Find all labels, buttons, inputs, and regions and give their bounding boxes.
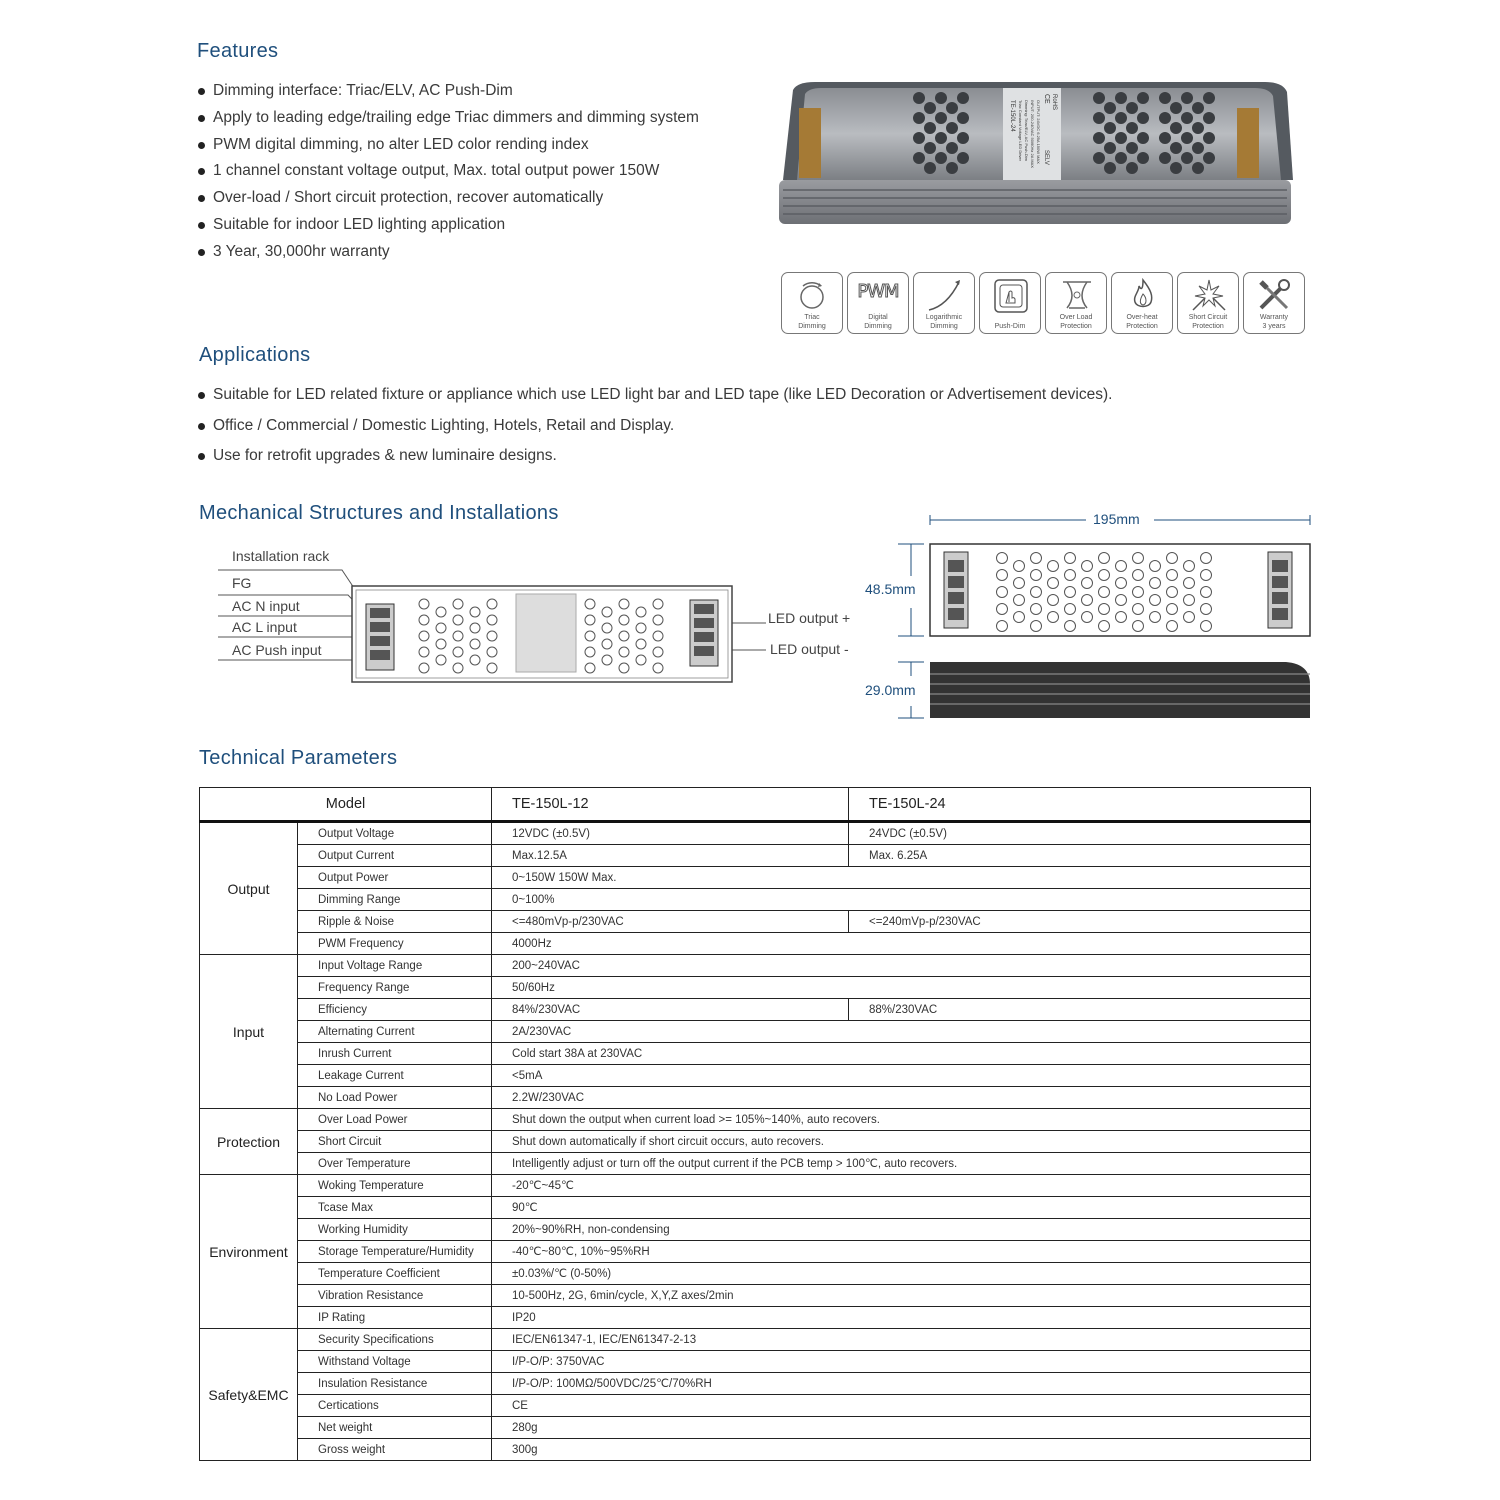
product-label-line: INPUT: 200-240VAC 50/60Hz 2A MAX xyxy=(1030,100,1035,168)
table-row xyxy=(200,1153,1311,1175)
over-load-icon xyxy=(1045,272,1107,334)
wiring-diagram xyxy=(210,560,770,690)
param-label: Efficiency xyxy=(298,999,492,1021)
table-row xyxy=(200,1417,1311,1439)
param-label: Vibration Resistance xyxy=(298,1285,492,1307)
logarithmic-curve-icon xyxy=(913,272,975,334)
param-label: Woking Temperature xyxy=(298,1175,492,1197)
param-label: Alternating Current xyxy=(298,1021,492,1043)
param-value: 10-500Hz, 2G, 6min/cycle, X,Y,Z axes/2min xyxy=(492,1285,1311,1307)
model-col1-header: TE-150L-12 xyxy=(492,788,849,822)
table-row xyxy=(200,999,1311,1021)
mechanical-heading: Mechanical Structures and Installations xyxy=(199,502,559,524)
param-label: Certications xyxy=(298,1395,492,1417)
icon-caption: Over Load xyxy=(1059,314,1093,321)
param-label: Output Power xyxy=(298,867,492,889)
icon-caption: 3 years xyxy=(1262,322,1286,330)
param-label: Short Circuit xyxy=(298,1131,492,1153)
table-row xyxy=(200,911,1311,933)
param-label: Gross weight xyxy=(298,1439,492,1461)
table-row xyxy=(200,933,1311,955)
param-label: Input Voltage Range xyxy=(298,955,492,977)
ac-push-input-label: AC Push input xyxy=(232,642,322,658)
list-item: Office / Commercial / Domestic Lighting, Hotels, Retail and Display. xyxy=(198,411,1112,442)
flame-icon xyxy=(1111,272,1173,334)
param-value: Max. 6.25A xyxy=(849,845,1311,867)
pwm-icon xyxy=(847,272,909,334)
technical-heading: Technical Parameters xyxy=(199,747,398,769)
param-label: IP Rating xyxy=(298,1307,492,1329)
triac-dimming-icon xyxy=(781,272,843,334)
icon-caption: Protection xyxy=(1126,322,1158,330)
table-row xyxy=(200,788,1311,822)
icon-caption: Over-heat xyxy=(1126,314,1158,321)
param-value: 88%/230VAC xyxy=(849,999,1311,1021)
param-label: No Load Power xyxy=(298,1087,492,1109)
product-model-text: TE-150L-24 xyxy=(1009,100,1015,132)
param-value: 50/60Hz xyxy=(492,977,1311,999)
list-item: Suitable for indoor LED lighting application xyxy=(198,212,699,239)
param-label: Output Current xyxy=(298,845,492,867)
table-row xyxy=(200,1263,1311,1285)
table-row xyxy=(200,1175,1311,1197)
param-label: PWM Frequency xyxy=(298,933,492,955)
param-label: Working Humidity xyxy=(298,1219,492,1241)
applications-heading: Applications xyxy=(199,344,311,366)
rohs-mark: RoHS xyxy=(1051,94,1057,111)
table-row xyxy=(200,1065,1311,1087)
param-value: 84%/230VAC xyxy=(492,999,849,1021)
param-value: 4000Hz xyxy=(492,933,1311,955)
param-label: Net weight xyxy=(298,1417,492,1439)
list-item: PWM digital dimming, no alter LED color rending index xyxy=(198,132,699,159)
product-photo xyxy=(775,80,1295,226)
led-output-plus-label: LED output + xyxy=(768,610,851,626)
icon-caption: Dimming xyxy=(798,322,826,330)
param-label: Security Specifications xyxy=(298,1329,492,1351)
push-dim-icon xyxy=(979,272,1041,334)
param-label: Frequency Range xyxy=(298,977,492,999)
table-row xyxy=(200,955,1311,977)
table-row xyxy=(200,867,1311,889)
group-environment: Environment xyxy=(200,1175,298,1329)
param-value: 24VDC (±0.5V) xyxy=(849,822,1311,845)
table-row xyxy=(200,1329,1311,1351)
short-circuit-icon xyxy=(1177,272,1239,334)
group-output: Output xyxy=(200,822,298,955)
table-row xyxy=(200,889,1311,911)
table-row xyxy=(200,1131,1311,1153)
applications-list xyxy=(198,380,1112,472)
list-item: Dimming interface: Triac/ELV, AC Push-Dim xyxy=(198,78,699,105)
list-item: Suitable for LED related fixture or appliance which use LED light bar and LED tape (like LED Decoration or Advertisement devices). xyxy=(198,380,1112,411)
param-label: Withstand Voltage xyxy=(298,1351,492,1373)
table-row xyxy=(200,1219,1311,1241)
list-item: 3 Year, 30,000hr warranty xyxy=(198,239,699,266)
list-item: Over-load / Short circuit protection, recover automatically xyxy=(198,185,699,212)
param-value: <=240mVp-p/230VAC xyxy=(849,911,1311,933)
list-item: Apply to leading edge/trailing edge Triac dimmers and dimming system xyxy=(198,105,699,132)
icon-caption: Dimming xyxy=(930,322,958,330)
width-dimension: 48.5mm xyxy=(865,581,916,597)
fg-label: FG xyxy=(232,575,252,591)
table-row xyxy=(200,1109,1311,1131)
param-value: I/P-O/P: 3750VAC xyxy=(492,1351,1311,1373)
param-value: Max.12.5A xyxy=(492,845,849,867)
table-row xyxy=(200,977,1311,999)
pwm-text: PWM xyxy=(857,281,899,302)
group-protection: Protection xyxy=(200,1109,298,1175)
param-label: Dimming Range xyxy=(298,889,492,911)
param-value: <5mA xyxy=(492,1065,1311,1087)
icon-caption: Protection xyxy=(1060,322,1092,330)
param-value: <=480mVp-p/230VAC xyxy=(492,911,849,933)
table-row xyxy=(200,822,1311,845)
product-label-line: Triac Constant Voltage LED Driver xyxy=(1018,100,1023,161)
param-value: I/P-O/P: 100MΩ/500VDC/25℃/70%RH xyxy=(492,1373,1311,1395)
param-value: 2.2W/230VAC xyxy=(492,1087,1311,1109)
led-output-minus-label: LED output - xyxy=(770,641,849,657)
param-label: Ripple & Noise xyxy=(298,911,492,933)
param-label: Storage Temperature/Humidity xyxy=(298,1241,492,1263)
param-value: -40℃~80℃, 10%~95%RH xyxy=(492,1241,1311,1263)
table-row xyxy=(200,1439,1311,1461)
param-value: Intelligently adjust or turn off the output current if the PCB temp > 100℃, auto recovers. xyxy=(492,1153,1311,1175)
table-row xyxy=(200,1043,1311,1065)
length-dimension: 195mm xyxy=(1093,511,1140,527)
icon-caption: Short Circuit xyxy=(1188,314,1228,321)
param-value: IEC/EN61347-1, IEC/EN61347-2-13 xyxy=(492,1329,1311,1351)
table-row xyxy=(200,1197,1311,1219)
table-row xyxy=(200,1241,1311,1263)
param-value: CE xyxy=(492,1395,1311,1417)
param-value: 20%~90%RH, non-condensing xyxy=(492,1219,1311,1241)
param-value: 0~150W 150W Max. xyxy=(492,867,1311,889)
param-value: -20℃~45℃ xyxy=(492,1175,1311,1197)
features-heading: Features xyxy=(197,40,279,62)
param-value: IP20 xyxy=(492,1307,1311,1329)
icon-caption: Dimming xyxy=(864,322,892,330)
param-value: Cold start 38A at 230VAC xyxy=(492,1043,1311,1065)
table-row xyxy=(200,1087,1311,1109)
list-item: 1 channel constant voltage output, Max. total output power 150W xyxy=(198,158,699,185)
param-value: 200~240VAC xyxy=(492,955,1311,977)
list-item: Use for retrofit upgrades & new luminaire designs. xyxy=(198,441,1112,472)
param-label: Tcase Max xyxy=(298,1197,492,1219)
param-label: Temperature Coefficient xyxy=(298,1263,492,1285)
param-value: 12VDC (±0.5V) xyxy=(492,822,849,845)
product-label-line: Dimming: Triac/ELV, AC Push-Dim xyxy=(1024,100,1029,161)
ac-n-input-label: AC N input xyxy=(232,598,300,614)
technical-parameters-table xyxy=(199,787,1311,1461)
product-label-line: OUTPUT: 24VDC 6.25A 150W MAX xyxy=(1036,100,1041,164)
icon-caption: Warranty xyxy=(1259,314,1289,321)
model-col2-header: TE-150L-24 xyxy=(849,788,1311,822)
icon-caption: Protection xyxy=(1192,322,1224,330)
param-label: Leakage Current xyxy=(298,1065,492,1087)
table-row xyxy=(200,1373,1311,1395)
selv-mark: SELV xyxy=(1043,150,1049,165)
param-value: 300g xyxy=(492,1439,1311,1461)
dimension-drawing xyxy=(890,512,1314,722)
wrench-screwdriver-icon xyxy=(1243,272,1305,334)
icon-caption: Digital xyxy=(868,314,888,321)
param-value: Shut down automatically if short circuit occurs, auto recovers. xyxy=(492,1131,1311,1153)
table-row xyxy=(200,1351,1311,1373)
group-safety-emc: Safety&EMC xyxy=(200,1329,298,1461)
table-row xyxy=(200,1307,1311,1329)
table-row xyxy=(200,1395,1311,1417)
param-value: 280g xyxy=(492,1417,1311,1439)
table-row xyxy=(200,1285,1311,1307)
param-label: Inrush Current xyxy=(298,1043,492,1065)
param-label: Output Voltage xyxy=(298,822,492,845)
icon-caption: Push-Dim xyxy=(994,322,1026,330)
param-value: 0~100% xyxy=(492,889,1311,911)
height-dimension: 29.0mm xyxy=(865,682,916,698)
param-label: Over Temperature xyxy=(298,1153,492,1175)
table-row xyxy=(200,1021,1311,1043)
icon-caption: Logarithmic xyxy=(925,314,963,321)
table-row xyxy=(200,845,1311,867)
param-value: Shut down the output when current load >= 105%~140%, auto recovers. xyxy=(492,1109,1311,1131)
param-label: Insulation Resistance xyxy=(298,1373,492,1395)
feature-icons xyxy=(781,272,1311,336)
model-header: Model xyxy=(200,788,492,822)
ac-l-input-label: AC L input xyxy=(232,619,297,635)
param-value: ±0.03%/℃ (0-50%) xyxy=(492,1263,1311,1285)
installation-rack-label: Installation rack xyxy=(232,548,330,564)
icon-caption: Triac xyxy=(804,314,820,321)
group-input: Input xyxy=(200,955,298,1109)
param-value: 2A/230VAC xyxy=(492,1021,1311,1043)
param-value: 90℃ xyxy=(492,1197,1311,1219)
features-list xyxy=(198,78,699,266)
param-label: Over Load Power xyxy=(298,1109,492,1131)
ce-mark: CE xyxy=(1043,94,1050,104)
